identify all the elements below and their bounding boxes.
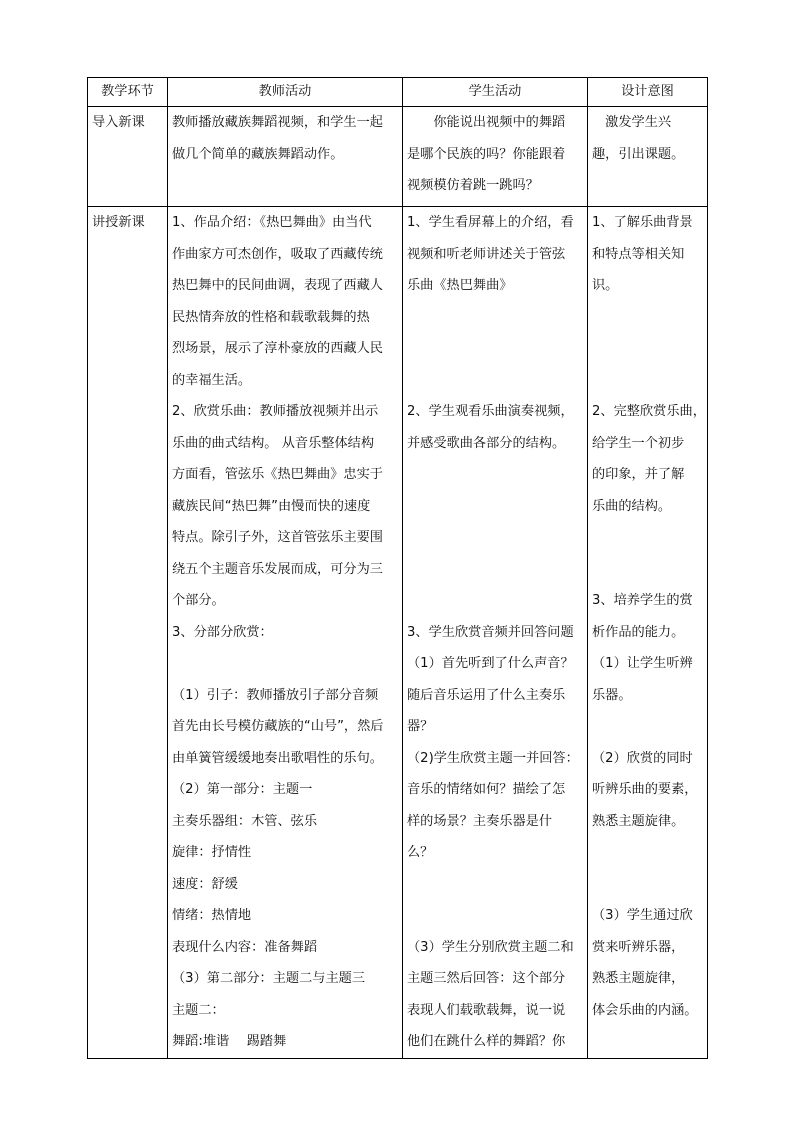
text-line: 热巴舞中的民间曲调，表现了西藏人	[172, 278, 383, 293]
text-line: 并感受歌曲各部分的结构。	[407, 435, 566, 451]
text-line: 熟悉主题旋律，	[592, 971, 685, 986]
text-line: 音乐的情绪如何？描绘了怎	[407, 782, 566, 797]
text-line: （2)学生欣赏主题一并回答：	[407, 750, 579, 766]
text-line: 乐器。	[592, 687, 632, 703]
text-line: （2）第一部分：主题一	[172, 782, 313, 797]
text-line: 体会乐曲的内涵。	[592, 1002, 698, 1018]
text-line: 是哪个民族的吗？你能跟着	[407, 146, 566, 162]
text-line: 个部分。	[172, 593, 225, 608]
text-line	[592, 302, 703, 334]
section-label: 导入新课	[92, 115, 145, 130]
text-line: （1）让学生听辨	[592, 656, 693, 671]
text-line: 视频模仿着跳一跳吗？	[407, 178, 539, 193]
text-line: 2、欣赏乐曲：教师播放视频并出示	[172, 404, 379, 419]
text-line	[407, 302, 583, 334]
text-line: 表现什么内容：准备舞蹈	[172, 939, 318, 955]
text-line: （3）第二部分：主题二与主题三	[172, 971, 366, 986]
text-line: 你能说出视频中的舞蹈	[407, 115, 566, 130]
text-line: 做几个简单的藏族舞蹈动作。	[172, 146, 344, 162]
text-line: 舞蹈:堆谐 踢踏舞	[172, 1034, 287, 1049]
text-line: 主奏乐器组：木管、弦乐	[172, 813, 318, 829]
text-line: 器？	[407, 719, 434, 734]
header-section: 教学环节	[88, 78, 168, 107]
text-line: （2）欣赏的同时	[592, 750, 693, 766]
text-line: 藏族民间“热巴舞”由慢而快的速度	[172, 498, 371, 514]
text-line	[407, 333, 583, 365]
text-line: 表现人们载歌载舞，说一说	[407, 1002, 566, 1018]
text-line: 么？	[407, 845, 434, 860]
intent-cell	[588, 107, 708, 207]
text-line: （1）引子：教师播放引子部分音频	[172, 687, 379, 703]
text-line: 3、分部分欣赏：	[172, 624, 273, 640]
table-header-row	[88, 78, 708, 107]
text-line: 他们在跳什么样的舞蹈？你	[407, 1034, 566, 1049]
student-cell	[403, 207, 588, 1059]
table-row	[88, 207, 708, 1059]
text-line: 烈场景，展示了淳朴豪放的西藏人民	[172, 341, 383, 356]
table-row	[88, 107, 708, 207]
text-line: 方面看，管弦乐《热巴舞曲》忠实于	[172, 467, 383, 482]
text-line: 赏来听辨乐器，	[592, 939, 685, 955]
header-intent: 设计意图	[588, 78, 708, 107]
text-line: 给学生一个初步	[592, 435, 685, 451]
text-line: 首先由长号模仿藏族的“山号”，然后	[172, 719, 384, 734]
text-line	[592, 365, 703, 397]
text-line: 1、学生看屏幕上的介绍，看	[407, 215, 574, 230]
text-line	[407, 585, 583, 617]
text-line: 特点。除引子外，这首管弦乐主要围	[172, 530, 383, 545]
text-line	[407, 365, 583, 397]
text-line: 民热情奔放的性格和载歌载舞的热	[172, 309, 370, 325]
text-line: 3、培养学生的赏	[592, 593, 693, 608]
intent-cell	[588, 207, 708, 1059]
text-line: 乐曲《热巴舞曲》	[407, 278, 513, 293]
text-line: 主题二：	[172, 1002, 225, 1018]
text-line	[407, 869, 583, 901]
text-line	[407, 522, 583, 554]
text-line: 随后音乐运用了什么主奏乐	[407, 687, 566, 703]
text-line: （3）学生分别欣赏主题二和	[407, 939, 574, 955]
text-line: 2、学生观看乐曲演奏视频，	[407, 404, 574, 419]
text-line	[407, 491, 583, 523]
text-line: 的幸福生活。	[172, 372, 252, 388]
text-line	[592, 869, 703, 901]
text-line	[407, 900, 583, 932]
text-line: 2、完整欣赏乐曲，	[592, 404, 706, 419]
text-line: 识。	[592, 278, 619, 293]
text-line: 作曲家方可杰创作，吸取了西藏传统	[172, 246, 383, 262]
text-line: 的印象，并了解	[592, 467, 685, 482]
text-line: 绕五个主题音乐发展而成，可分为三	[172, 561, 383, 577]
text-line: 1、作品介绍：《热巴舞曲》由当代	[172, 215, 372, 230]
text-line	[592, 554, 703, 586]
text-line: 乐曲的结构。	[592, 498, 672, 514]
text-line: 主题三然后回答：这个部分	[407, 971, 566, 986]
text-line	[407, 554, 583, 586]
text-line	[592, 837, 703, 869]
teacher-cell	[168, 207, 403, 1059]
text-line: 激发学生兴	[592, 115, 672, 130]
text-line: 熟悉主题旋律。	[592, 813, 685, 829]
text-line: 教师播放藏族舞蹈视频，和学生一起	[172, 115, 383, 130]
text-line: 听辨乐曲的要素，	[592, 782, 698, 797]
student-cell	[403, 107, 588, 207]
text-line: 旋律：抒情性	[172, 845, 252, 860]
text-line: 3、学生欣赏音频并回答问题	[407, 624, 574, 640]
text-line	[172, 648, 398, 680]
lesson-plan-table	[87, 77, 708, 1059]
text-line	[592, 522, 703, 554]
header-teacher: 教师活动	[168, 78, 403, 107]
section-label: 讲授新课	[92, 215, 145, 230]
text-line: 趣，引出课题。	[592, 146, 685, 162]
header-student: 学生活动	[403, 78, 588, 107]
text-line: 和特点等相关知	[592, 246, 685, 262]
text-line: 析作品的能力。	[592, 624, 685, 640]
text-line: （3）学生通过欣	[592, 908, 693, 923]
text-line: 1、了解乐曲背景	[592, 215, 693, 230]
text-line: 速度：舒缓	[172, 876, 238, 892]
text-line	[592, 711, 703, 743]
text-line	[592, 1026, 703, 1058]
text-line: 情绪：热情地	[172, 908, 252, 923]
text-line: 乐曲的曲式结构。 从音乐整体结构	[172, 435, 375, 451]
text-line: 由单簧管缓缓地奏出歌唱性的乐句。	[172, 750, 383, 766]
text-line	[592, 333, 703, 365]
teacher-cell	[168, 107, 403, 207]
section-cell	[88, 107, 168, 207]
text-line: 样的场景？主奏乐器是什	[407, 813, 553, 829]
text-line	[407, 459, 583, 491]
text-line: 视频和听老师讲述关于管弦	[407, 246, 566, 262]
section-cell	[88, 207, 168, 1059]
text-line: （1）首先听到了什么声音？	[407, 656, 574, 671]
